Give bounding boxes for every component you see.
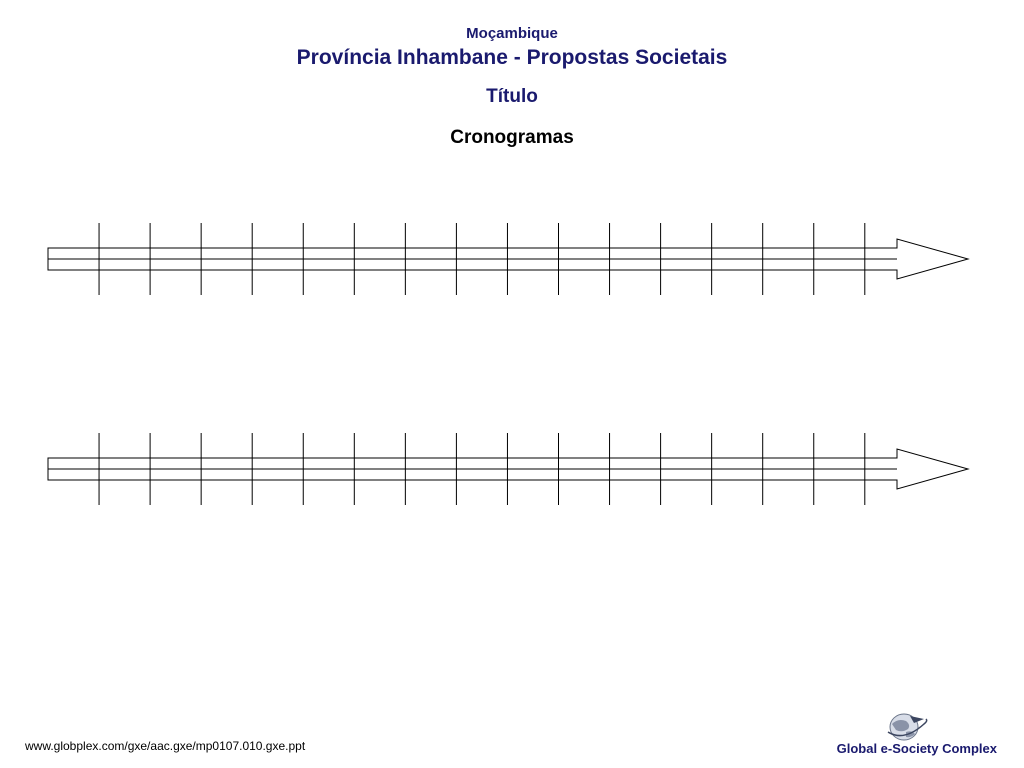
page-title: Título bbox=[486, 86, 538, 107]
country-name: Moçambique bbox=[466, 25, 558, 42]
organization-name: Global e-Society Complex bbox=[836, 741, 997, 756]
timeline-arrow-1 bbox=[0, 215, 1024, 305]
section-title: Cronogramas bbox=[450, 127, 574, 148]
province-heading: Província Inhambane - Propostas Societais bbox=[296, 46, 728, 69]
timeline-arrow-2 bbox=[0, 425, 1024, 515]
globe-logo-icon bbox=[884, 712, 930, 742]
footer-url: www.globplex.com/gxe/aac.gxe/mp0107.010.gxe.ppt bbox=[25, 739, 306, 753]
